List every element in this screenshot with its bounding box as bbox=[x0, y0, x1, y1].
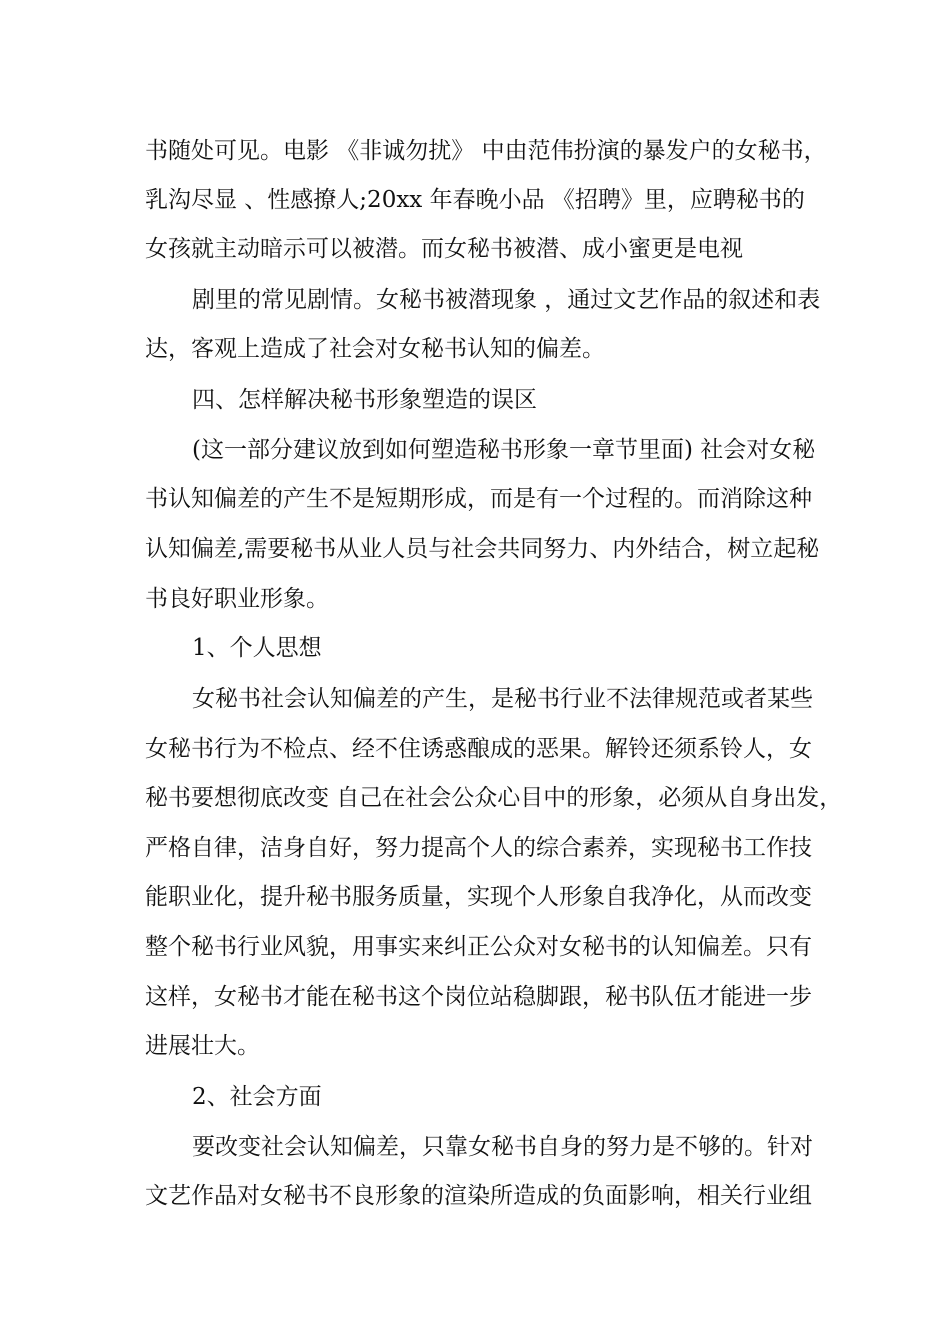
text-line: 书良好职业形象。 bbox=[145, 586, 329, 612]
text-line: 严格自律，洁身自好，努力提高个人的综合素养，实现秘书工作技 bbox=[145, 835, 812, 861]
text-line: 文艺作品对女秘书不良形象的渲染所造成的负面影响，相关行业组 bbox=[145, 1183, 812, 1209]
section-heading: 四、怎样解决秘书形象塑造的误区 bbox=[192, 387, 537, 413]
text-line: 女孩就主动暗示可以被潜。而女秘书被潜、成小蜜更是电视 bbox=[145, 236, 743, 262]
text-line: 书认知偏差的产生不是短期形成，而是有一个过程的。而消除这种 bbox=[145, 486, 812, 512]
text-line: 达，客观上造成了社会对女秘书认知的偏差。 bbox=[145, 336, 605, 362]
subsection-heading: 1、个人思想 bbox=[192, 635, 322, 661]
text-line: 秘书要想彻底改变 自己在社会公众心目中的形象，必须从自身出发， bbox=[145, 785, 843, 811]
text-line: 女秘书社会认知偏差的产生，是秘书行业不法律规范或者某些 bbox=[192, 686, 813, 712]
text-line: 乳沟尽显 、性感撩人;20xx 年春晚小品 《招聘》里，应聘秘书的 bbox=[145, 187, 805, 213]
text-line: 女秘书行为不检点、经不住诱惑酿成的恶果。解铃还须系铃人，女 bbox=[145, 736, 812, 762]
text-line: 认知偏差,需要秘书从业人员与社会共同努力、内外结合，树立起秘 bbox=[145, 536, 820, 562]
text-line: 这样，女秘书才能在秘书这个岗位站稳脚跟，秘书队伍才能进一步 bbox=[145, 984, 812, 1010]
text-line: 进展壮大。 bbox=[145, 1033, 260, 1059]
text-line: 整个秘书行业风貌，用事实来纠正公众对女秘书的认知偏差。只有 bbox=[145, 934, 812, 960]
text-line: 能职业化，提升秘书服务质量，实现个人形象自我净化，从而改变 bbox=[145, 884, 812, 910]
text-line: 书随处可见。电影 《非诚勿扰》 中由范伟扮演的暴发户的女秘书， bbox=[145, 138, 827, 164]
text-line: 剧里的常见剧情。女秘书被潜现象 ，通过文艺作品的叙述和表 bbox=[192, 287, 821, 313]
subsection-heading: 2、社会方面 bbox=[192, 1084, 322, 1110]
text-line: 要改变社会认知偏差，只靠女秘书自身的努力是不够的。针对 bbox=[192, 1134, 813, 1160]
text-line: (这一部分建议放到如何塑造秘书形象一章节里面) 社会对女秘 bbox=[192, 437, 816, 463]
